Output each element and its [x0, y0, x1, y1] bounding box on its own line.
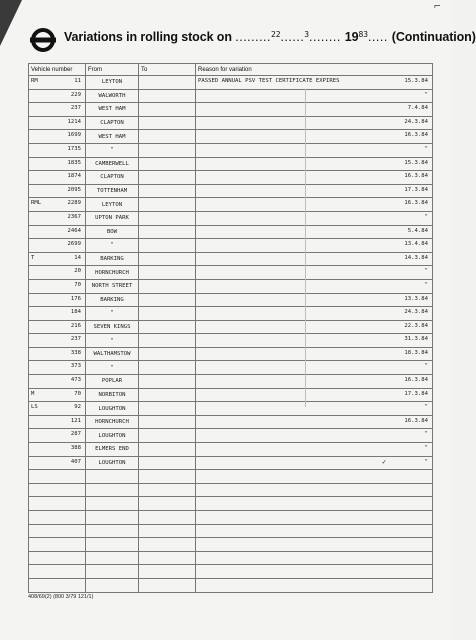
expiry-date: 5.4.84	[407, 227, 428, 234]
reason-cell	[196, 184, 433, 198]
empty-cell	[29, 511, 86, 525]
expiry-date: "	[424, 281, 428, 288]
vehicle-cell	[29, 443, 86, 457]
reason-cell	[196, 347, 433, 361]
table-header-row	[29, 64, 433, 76]
column-header-from: From	[86, 64, 139, 76]
vehicle-cell	[29, 184, 86, 198]
expiry-date: "	[424, 91, 428, 98]
empty-cell	[139, 511, 196, 525]
empty-cell	[139, 565, 196, 579]
roundel-logo-icon	[30, 27, 56, 53]
to-garage	[139, 279, 196, 293]
vehicle-number: 11	[74, 78, 81, 84]
table-row	[29, 443, 433, 457]
vehicle-number: 2464	[67, 227, 81, 234]
empty-row	[29, 538, 433, 552]
empty-cell	[29, 470, 86, 484]
handwritten-day: 22	[271, 30, 281, 39]
vehicle-cell	[29, 415, 86, 429]
to-garage	[139, 225, 196, 239]
vehicle-number: 237	[70, 336, 81, 343]
to-garage	[139, 184, 196, 198]
from-garage: HORNCHURCH	[86, 415, 139, 429]
expiry-date: 24.3.84	[404, 309, 428, 316]
expiry-date: 15.3.84	[404, 78, 428, 84]
table-row	[29, 375, 433, 389]
reason-cell	[196, 157, 433, 171]
from-garage: "	[86, 143, 139, 157]
empty-cell	[86, 551, 139, 565]
to-garage	[139, 171, 196, 185]
vehicle-number: 473	[70, 377, 81, 384]
empty-cell	[86, 497, 139, 511]
vehicle-number: 184	[70, 309, 81, 316]
to-garage	[139, 103, 196, 117]
vehicle-number: 2289	[67, 200, 81, 207]
from-garage: LOUGHTON	[86, 402, 139, 416]
to-garage	[139, 347, 196, 361]
reason-cell	[196, 116, 433, 130]
empty-cell	[196, 538, 433, 552]
vehicle-number: 1214	[67, 118, 81, 125]
expiry-date: "	[424, 268, 428, 275]
table-row	[29, 320, 433, 334]
reason-cell	[196, 307, 433, 321]
table-row	[29, 334, 433, 348]
empty-cell	[29, 524, 86, 538]
continuation-label: (Continuation)	[391, 30, 476, 44]
empty-cell	[29, 565, 86, 579]
empty-cell	[139, 538, 196, 552]
table-row	[29, 415, 433, 429]
vehicle-number: 2367	[67, 213, 81, 220]
table-row	[29, 89, 433, 103]
empty-row	[29, 551, 433, 565]
empty-cell	[29, 483, 86, 497]
vehicle-number: 92	[74, 404, 81, 411]
expiry-date: "	[424, 445, 428, 452]
reason-cell	[196, 171, 433, 185]
from-garage: LEYTON	[86, 76, 139, 90]
to-garage	[139, 415, 196, 429]
from-garage: LEYTON	[86, 198, 139, 212]
table-row	[29, 116, 433, 130]
expiry-date: 14.3.84	[404, 254, 428, 261]
from-garage: NORBITON	[86, 388, 139, 402]
from-garage: WALTHAMSTOW	[86, 347, 139, 361]
expiry-date: 17.3.84	[404, 390, 428, 397]
empty-cell	[196, 511, 433, 525]
vehicle-class: RML	[31, 200, 42, 207]
expiry-date: "	[424, 363, 428, 370]
reason-cell	[196, 198, 433, 212]
empty-cell	[196, 578, 433, 592]
empty-cell	[196, 551, 433, 565]
table-row	[29, 211, 433, 225]
to-garage	[139, 157, 196, 171]
rolling-stock-table	[28, 63, 433, 593]
empty-cell	[86, 511, 139, 525]
to-garage	[139, 266, 196, 280]
vehicle-cell	[29, 429, 86, 443]
vehicle-number: 70	[74, 281, 81, 288]
expiry-date: 17.3.84	[404, 186, 428, 193]
to-garage	[139, 239, 196, 253]
vehicle-cell	[29, 347, 86, 361]
expiry-date: 13.3.84	[404, 295, 428, 302]
table-row	[29, 103, 433, 117]
reason-cell	[196, 402, 433, 416]
to-garage	[139, 361, 196, 375]
empty-row	[29, 470, 433, 484]
to-garage	[139, 320, 196, 334]
from-garage: POPLAR	[86, 375, 139, 389]
column-header-to: To	[139, 64, 196, 76]
table-row	[29, 402, 433, 416]
vehicle-class: T	[31, 254, 35, 261]
expiry-date: "	[424, 404, 428, 411]
empty-cell	[139, 578, 196, 592]
table-row	[29, 388, 433, 402]
vehicle-cell	[29, 171, 86, 185]
vehicle-cell	[29, 361, 86, 375]
table-row	[29, 429, 433, 443]
vehicle-cell	[29, 76, 86, 90]
vehicle-number: 216	[70, 322, 81, 329]
vehicle-cell	[29, 266, 86, 280]
expiry-date: 16.3.84	[404, 200, 428, 207]
vehicle-cell	[29, 198, 86, 212]
empty-cell	[139, 551, 196, 565]
expiry-date: "	[424, 458, 428, 465]
expiry-date: 16.3.84	[404, 173, 428, 180]
expiry-date: 16.3.84	[404, 132, 428, 139]
table-row	[29, 252, 433, 266]
reason-cell	[196, 388, 433, 402]
empty-row	[29, 578, 433, 592]
table-row	[29, 266, 433, 280]
table-row	[29, 279, 433, 293]
vehicle-cell	[29, 293, 86, 307]
vehicle-cell	[29, 103, 86, 117]
reason-cell	[196, 415, 433, 429]
empty-cell	[29, 578, 86, 592]
expiry-date: 13.4.84	[404, 241, 428, 248]
reason-cell	[196, 429, 433, 443]
expiry-date: 31.3.84	[404, 336, 428, 343]
empty-cell	[29, 551, 86, 565]
table-row	[29, 76, 433, 90]
from-garage: "	[86, 307, 139, 321]
reason-cell	[196, 130, 433, 144]
from-garage: SEVEN KINGS	[86, 320, 139, 334]
reason-cell	[196, 211, 433, 225]
empty-cell	[86, 578, 139, 592]
vehicle-number: 237	[70, 105, 81, 112]
table-row	[29, 143, 433, 157]
vehicle-number: 287	[70, 431, 81, 438]
reason-cell	[196, 293, 433, 307]
vehicle-number: 70	[74, 390, 81, 397]
vehicle-cell	[29, 89, 86, 103]
reason-column-guide-line	[305, 89, 306, 407]
reason-cell	[196, 89, 433, 103]
empty-cell	[139, 497, 196, 511]
vehicle-cell	[29, 307, 86, 321]
table-row	[29, 239, 433, 253]
table-row	[29, 130, 433, 144]
form-title: Variations in rolling stock on .........$^{22}$......$^3$........ $19^{83}$..... (Continuation)	[64, 30, 476, 44]
table-row	[29, 347, 433, 361]
reason-cell	[196, 239, 433, 253]
expiry-date: 16.3.84	[404, 417, 428, 424]
vehicle-cell	[29, 252, 86, 266]
reason-cell	[196, 103, 433, 117]
from-garage: CAMBERWELL	[86, 157, 139, 171]
vehicle-cell	[29, 211, 86, 225]
vehicle-class: M	[31, 390, 35, 397]
empty-cell	[29, 497, 86, 511]
from-garage: CLAPTON	[86, 116, 139, 130]
empty-cell	[86, 483, 139, 497]
expiry-date: "	[424, 213, 428, 220]
from-garage: CLAPTON	[86, 171, 139, 185]
vehicle-number: 1735	[67, 145, 81, 152]
table-row	[29, 157, 433, 171]
vehicle-cell	[29, 130, 86, 144]
from-garage: BARKING	[86, 252, 139, 266]
to-garage	[139, 388, 196, 402]
from-garage: LOUGHTON	[86, 429, 139, 443]
empty-row	[29, 524, 433, 538]
from-garage: HORNCHURCH	[86, 266, 139, 280]
to-garage	[139, 211, 196, 225]
to-garage	[139, 456, 196, 470]
from-garage: "	[86, 239, 139, 253]
reason-cell	[196, 225, 433, 239]
from-garage: TOTTENHAM	[86, 184, 139, 198]
to-garage	[139, 293, 196, 307]
from-garage: WALWORTH	[86, 89, 139, 103]
to-garage	[139, 143, 196, 157]
vehicle-cell	[29, 456, 86, 470]
to-garage	[139, 334, 196, 348]
empty-row	[29, 511, 433, 525]
to-garage	[139, 429, 196, 443]
vehicle-cell	[29, 225, 86, 239]
column-header-reason: Reason for variation	[196, 64, 433, 76]
reason-cell	[196, 279, 433, 293]
expiry-date: 15.3.84	[404, 159, 428, 166]
expiry-date: 7.4.84	[407, 105, 428, 112]
from-garage: ELMERS END	[86, 443, 139, 457]
vehicle-number: 2699	[67, 241, 81, 248]
vehicle-cell	[29, 334, 86, 348]
staple-mark: ⌐	[433, 2, 441, 12]
form-reference: 408/69(2) (800 3/79 121/1)	[28, 594, 94, 600]
vehicle-number: 373	[70, 363, 81, 370]
to-garage	[139, 116, 196, 130]
table-row	[29, 293, 433, 307]
from-garage: WEST HAM	[86, 130, 139, 144]
empty-cell	[86, 565, 139, 579]
reason-cell	[196, 456, 433, 470]
table-row	[29, 307, 433, 321]
from-garage: "	[86, 361, 139, 375]
vehicle-cell	[29, 279, 86, 293]
expiry-date: "	[424, 431, 428, 438]
vehicle-cell	[29, 375, 86, 389]
vehicle-number: 1874	[67, 173, 81, 180]
to-garage	[139, 443, 196, 457]
to-garage	[139, 375, 196, 389]
vehicle-cell	[29, 388, 86, 402]
expiry-date: 16.3.84	[404, 377, 428, 384]
dark-corner-shadow	[0, 0, 22, 46]
empty-row	[29, 497, 433, 511]
handwritten-year: 83	[358, 30, 368, 39]
table-row	[29, 198, 433, 212]
empty-cell	[139, 483, 196, 497]
vehicle-number: 2095	[67, 186, 81, 193]
reason-cell	[196, 252, 433, 266]
tick-mark: ✓	[382, 457, 387, 466]
empty-cell	[86, 470, 139, 484]
reason-cell	[196, 334, 433, 348]
vehicle-cell	[29, 143, 86, 157]
to-garage	[139, 198, 196, 212]
table-row	[29, 184, 433, 198]
vehicle-number: 121	[70, 417, 81, 424]
vehicle-number: 1835	[67, 159, 81, 166]
vehicle-number: 388	[70, 445, 81, 452]
reason-text: PASSED ANNUAL PSV TEST CERTIFICATE EXPIRES	[198, 78, 340, 84]
vehicle-number: 14	[74, 254, 81, 261]
table-row	[29, 361, 433, 375]
empty-row	[29, 565, 433, 579]
from-garage: NORTH STREET	[86, 279, 139, 293]
vehicle-cell	[29, 402, 86, 416]
to-garage	[139, 402, 196, 416]
vehicle-cell	[29, 320, 86, 334]
from-garage: WEST HAM	[86, 103, 139, 117]
vehicle-cell	[29, 239, 86, 253]
table-row	[29, 456, 433, 470]
to-garage	[139, 307, 196, 321]
from-garage: UPTON PARK	[86, 211, 139, 225]
empty-cell	[139, 470, 196, 484]
reason-cell	[196, 443, 433, 457]
empty-row	[29, 483, 433, 497]
reason-cell	[196, 361, 433, 375]
handwritten-month: 3	[304, 30, 310, 39]
vehicle-cell	[29, 157, 86, 171]
from-garage: BARKING	[86, 293, 139, 307]
column-header-vehicle: Vehicle number	[29, 64, 86, 76]
vehicle-class: LS	[31, 404, 38, 411]
vehicle-class: RM	[31, 78, 38, 84]
to-garage	[139, 130, 196, 144]
from-garage: LOUGHTON	[86, 456, 139, 470]
vehicle-number: 407	[70, 458, 81, 465]
reason-cell	[196, 320, 433, 334]
vehicle-number: 338	[70, 349, 81, 356]
vehicle-number: 176	[70, 295, 81, 302]
expiry-date: 18.3.84	[404, 349, 428, 356]
empty-cell	[196, 497, 433, 511]
empty-cell	[196, 483, 433, 497]
expiry-date: 22.3.84	[404, 322, 428, 329]
empty-cell	[86, 524, 139, 538]
to-garage	[139, 76, 196, 90]
to-garage	[139, 89, 196, 103]
empty-cell	[196, 470, 433, 484]
to-garage	[139, 252, 196, 266]
reason-cell	[196, 76, 433, 90]
expiry-date: "	[424, 145, 428, 152]
reason-cell	[196, 375, 433, 389]
from-garage: "	[86, 334, 139, 348]
reason-cell	[196, 143, 433, 157]
empty-cell	[139, 524, 196, 538]
table-row	[29, 171, 433, 185]
reason-cell	[196, 266, 433, 280]
from-garage: BOW	[86, 225, 139, 239]
vehicle-cell	[29, 116, 86, 130]
table-row	[29, 225, 433, 239]
expiry-date: 24.3.84	[404, 118, 428, 125]
empty-cell	[29, 538, 86, 552]
vehicle-number: 229	[70, 91, 81, 98]
vehicle-number: 1699	[67, 132, 81, 139]
empty-cell	[196, 524, 433, 538]
empty-cell	[196, 565, 433, 579]
empty-cell	[86, 538, 139, 552]
vehicle-number: 20	[74, 268, 81, 275]
